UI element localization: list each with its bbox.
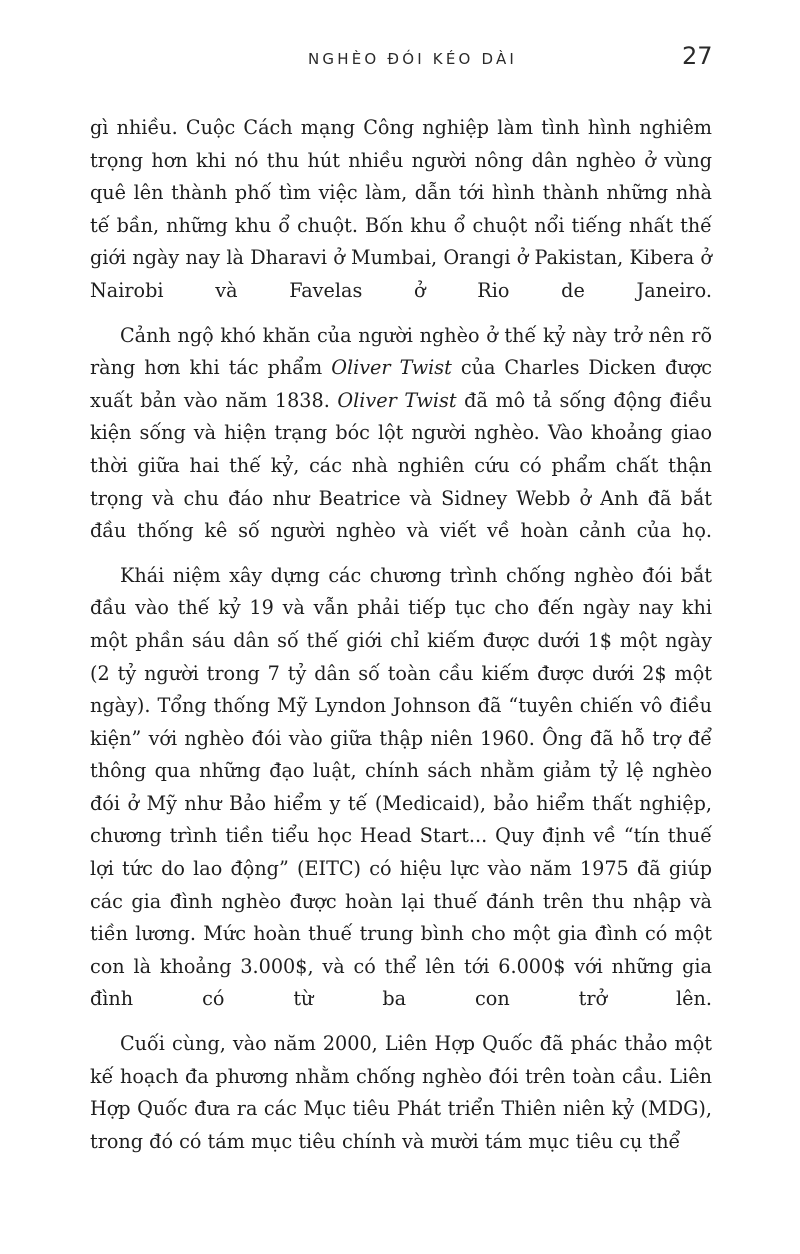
body-text [90,112,712,1170]
paragraph-1: gì nhiều. Cuộc Cách mạng Công nghiệp làm tình hình nghiêm trọng hơn khi nó thu hút nhiều người nông dân nghèo ở vùng quê lên thành phố tìm việc làm, dẫn tới hình thành những nhà tế bần, những khu ổ chuột. Bốn khu ổ chuột nổi tiếng nhất thế giới ngày nay là Dharavi ở Mumbai, Orangi ở Pakistan, Kibera ở Nairobi và Favelas ở Rio de Janeiro. [90,116,712,302]
book-title-oliver-twist-2: Oliver Twist [337,388,457,412]
page-number: 27 [682,42,713,70]
paragraph-2-text-a: Cảnh ngộ khó khăn của người nghèo ở thế kỷ này trở nên rõ ràng hơn khi tác phẩm [90,323,712,380]
paragraph-4: Cuối cùng, vào năm 2000, Liên Hợp Quốc đã phác thảo một kế hoạch đa phương nhằm chống nghèo đói trên toàn cầu. Liên Hợp Quốc đưa ra các Mục tiêu Phát triển Thiên niên kỷ (MDG), trong đó có tám mục tiêu chính và mười tám mục tiêu cụ thể [90,1032,712,1153]
chapter-title: NGHÈO ĐÓI KÉO DÀI [308,50,518,68]
paragraph-2-text-c: đã mô tả sống động điều kiện sống và hiện trạng bóc lột người nghèo. Vào khoảng giao thời giữa hai thế kỷ, các nhà nghiên cứu có phẩm chất thận trọng và chu đáo như Beatrice và Sidney Webb ở Anh đã bắt đầu thống kê số người nghèo và viết về hoàn cảnh của họ. [90,388,712,543]
paragraph-2-text-b: của Charles Dicken được xuất bản vào năm 1838. [90,356,712,412]
paragraph-3: Khái niệm xây dựng các chương trình chống nghèo đói bắt đầu vào thế kỷ 19 và vẫn phải tiếp tục cho đến ngày nay khi một phần sáu dân số thế giới chỉ kiếm được dưới 1$ một ngày (2 tỷ người trong 7 tỷ dân số toàn cầu kiếm được dưới 2$ một ngày). Tổng thống Mỹ Lyndon Johnson đã “tuyên chiến vô điều kiện” với nghèo đói vào giữa thập niên 1960. Ông đã hỗ trợ để thông qua những đạo luật, chính sách nhằm giảm tỷ lệ nghèo đói ở Mỹ như Bảo hiểm y tế (Medicaid), bảo hiểm thất nghiệp, chương trình tiền tiểu học Head Start... Quy định về “tín thuế lợi tức do lao động” (EITC) có hiệu lực vào năm 1975 đã giúp các gia đình nghèo được hoàn lại thuế đánh trên thu nhập và tiền lương. Mức hoàn thuế trung bình cho một gia đình có một con là khoảng 3.000$, và có thể lên tới 6.000$ với những gia đình có từ ba con trở lên. [90,563,712,1011]
running-header [0,44,800,80]
book-title-oliver-twist: Oliver Twist [331,356,452,380]
paragraph-2 [90,320,712,548]
